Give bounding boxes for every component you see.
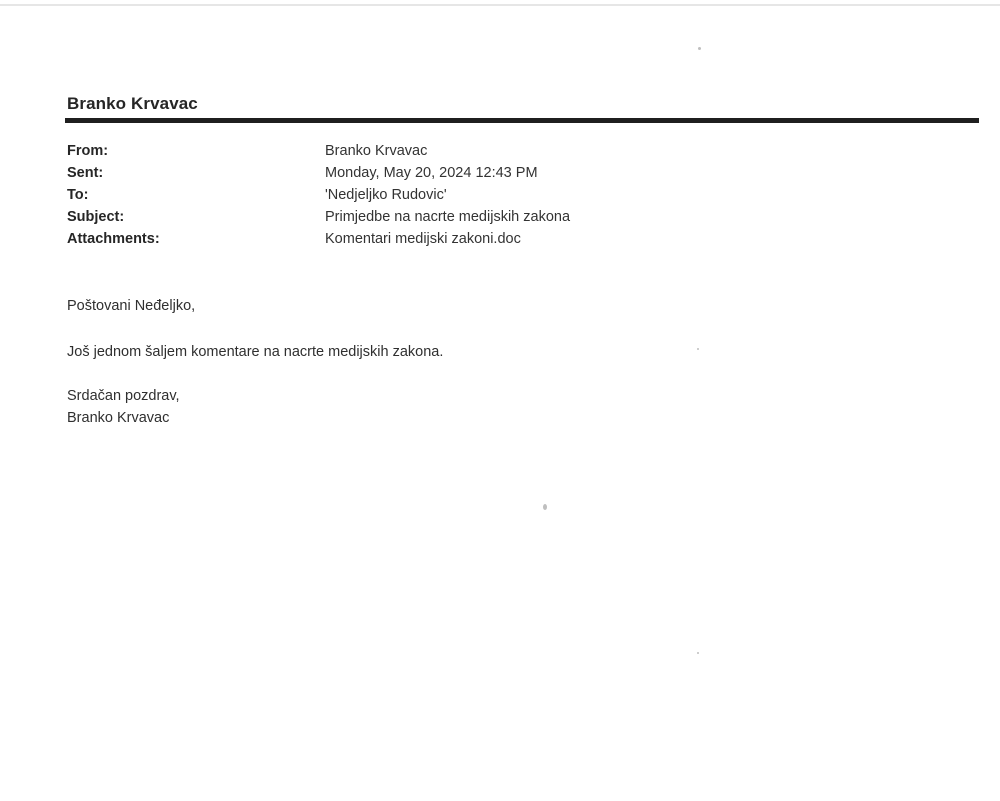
message: Još jednom šaljem komentare na nacrte medijskih zakona.: [67, 344, 444, 360]
sender-title: Branko Krvavac: [67, 94, 198, 113]
sent-value: Monday, May 20, 2024 12:43 PM: [325, 165, 538, 181]
scan-speck: [543, 504, 547, 510]
subject-value: Primjedbe na nacrte medijskih zakona: [325, 209, 571, 225]
to-value: 'Nedjeljko Rudovic': [325, 187, 447, 203]
scan-speck: [697, 348, 699, 350]
closing: Srdačan pozdrav,: [67, 388, 180, 404]
attachment-value: Komentari medijski zakoni.doc: [325, 231, 521, 247]
header-label: From:: [67, 143, 109, 159]
header-label: To:: [67, 187, 89, 203]
signature: Branko Krvavac: [67, 410, 170, 426]
header-label: Subject:: [67, 209, 125, 225]
header-label: Attachments:: [67, 231, 160, 247]
scan-top-edge: [0, 4, 1000, 6]
greeting: Poštovani Neđeljko,: [67, 298, 196, 314]
header-divider: [65, 118, 979, 123]
scan-speck: [698, 47, 701, 50]
scan-speck: [697, 652, 699, 654]
from-value: Branko Krvavac: [325, 143, 428, 159]
header-label: Sent:: [67, 165, 104, 181]
